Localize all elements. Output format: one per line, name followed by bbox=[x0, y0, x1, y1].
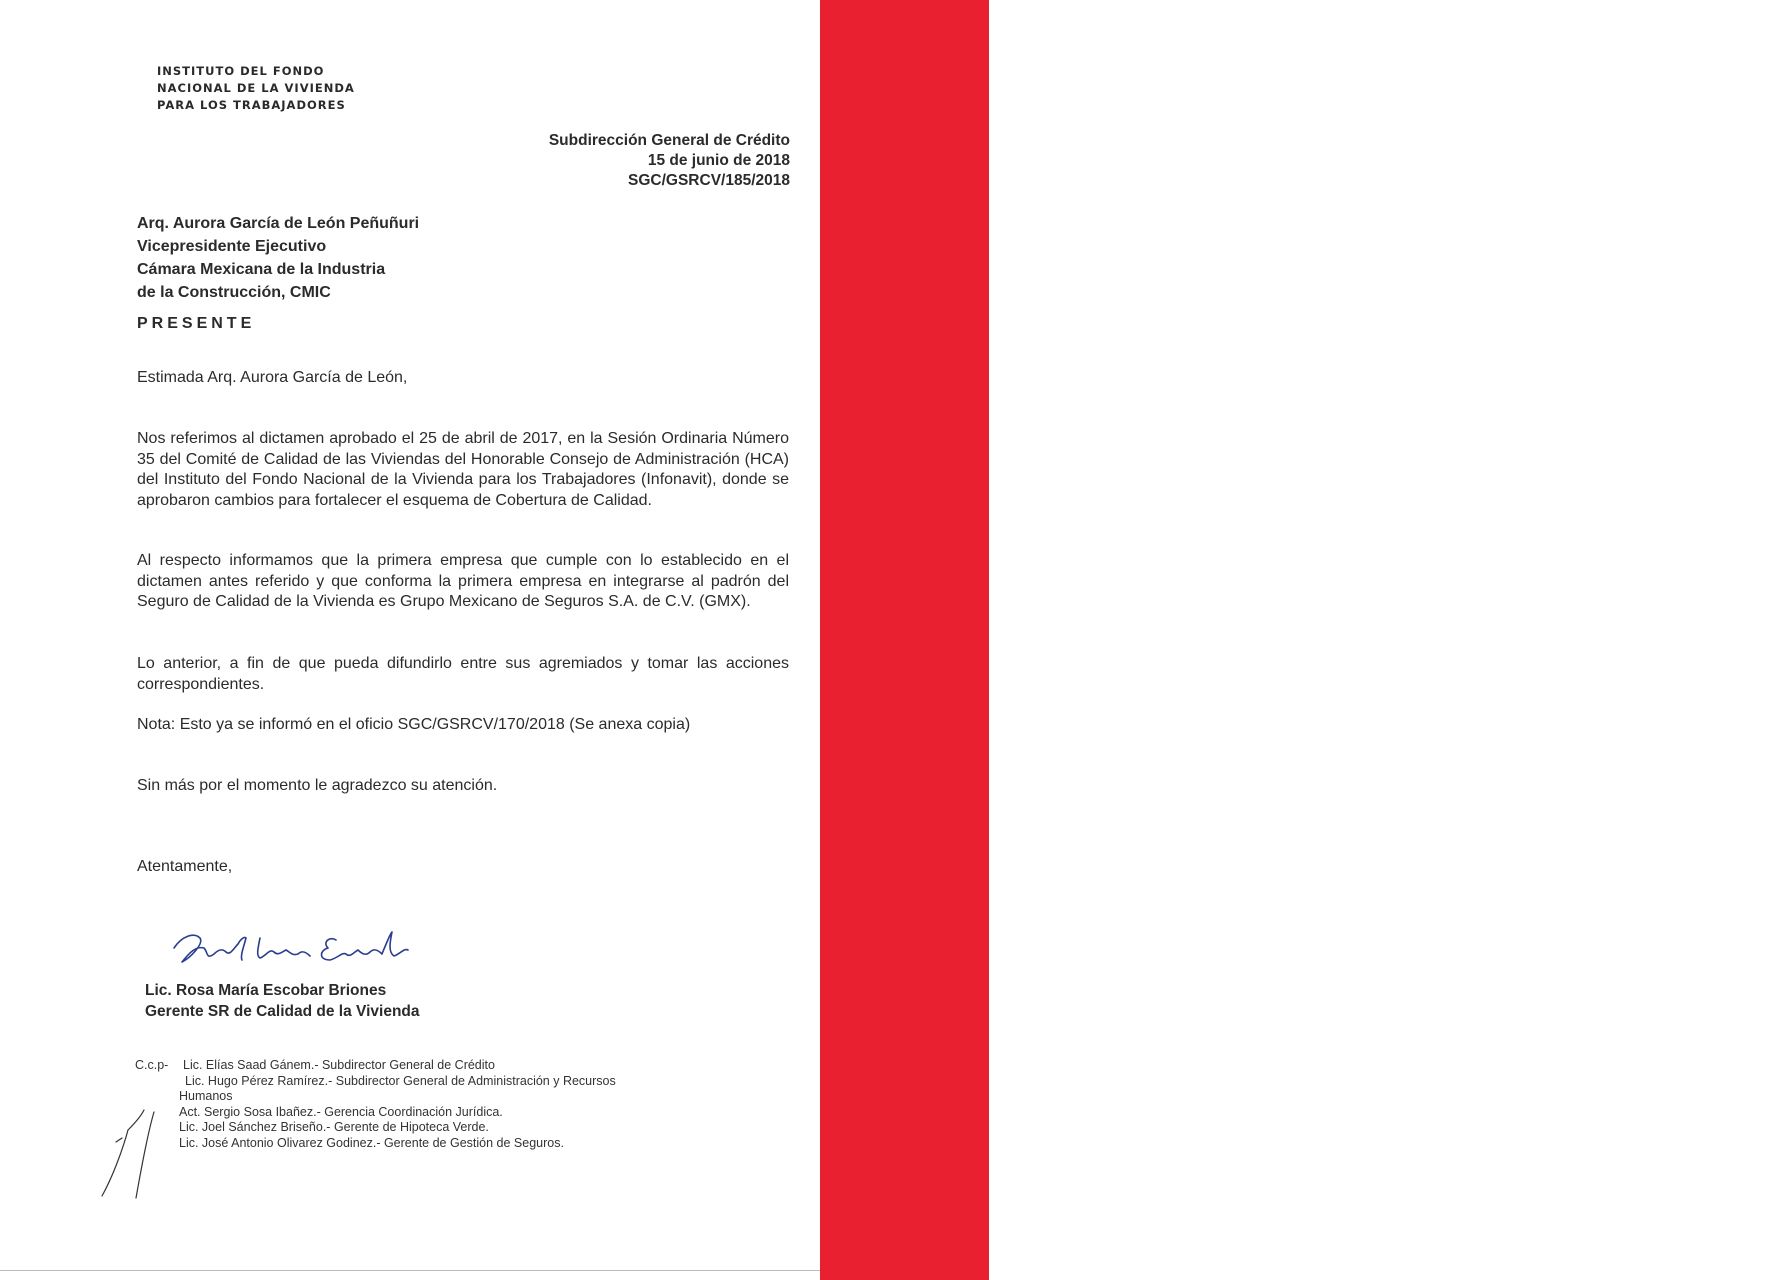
ccp-entry: Lic. Joel Sánchez Briseño.- Gerente de Hipoteca Verde. bbox=[179, 1120, 489, 1134]
reference-number: SGC/GSRCV/185/2018 bbox=[628, 172, 790, 189]
institute-line: PARA LOS TRABAJADORES bbox=[157, 98, 346, 112]
signer-title: Gerente SR de Calidad de la Vivienda bbox=[145, 1003, 420, 1020]
recipient-block bbox=[137, 212, 419, 304]
ccp-entry: Humanos bbox=[179, 1089, 233, 1103]
signer-name: Lic. Rosa María Escobar Briones bbox=[145, 982, 387, 999]
closing-salutation: Atentamente, bbox=[137, 858, 233, 875]
logo-text: INFONAVIT bbox=[1679, 128, 1757, 142]
letter-header bbox=[549, 131, 790, 191]
recipient-name: Arq. Aurora García de León Peñuñuri bbox=[137, 215, 420, 232]
handwritten-signature bbox=[160, 918, 460, 978]
letter-date: 15 de junio de 2018 bbox=[647, 152, 790, 169]
presente-heading: PRESENTE bbox=[137, 315, 256, 332]
ccp-label: C.c.p- bbox=[135, 1058, 169, 1072]
institute-line: INSTITUTO DEL FONDO bbox=[157, 64, 325, 78]
note-paragraph: Nota: Esto ya se informó en el oficio SGC/GSRCV/170/2018 (Se anexa copia) bbox=[137, 716, 691, 733]
ccp-entry: Lic. Elías Saad Gánem.- Subdirector General de Crédito bbox=[183, 1058, 495, 1072]
body-paragraph: Nos referimos al dictamen aprobado el 25 de abril de 2017, en la Sesión Ordinaria Número 35 del Comité de Calidad de las Viviendas del Honorable Consejo de Administración (HCA) del Instituto del Fondo Nacional de la Vivienda para los Trabajadores (Infonavit), donde se aprobaron cambios para fortalecer el esquema de Cobertura de Calidad. bbox=[137, 430, 789, 509]
closing-paragraph: Sin más por el momento le agradezco su atención. bbox=[137, 777, 498, 794]
recipient-title: Vicepresidente Ejecutivo bbox=[137, 238, 327, 255]
recipient-org: Cámara Mexicana de la Industria bbox=[137, 261, 386, 278]
carbon-copy-list bbox=[135, 1058, 616, 1151]
ccp-entry: Act. Sergio Sosa Ibañez.- Gerencia Coordinación Jurídica. bbox=[179, 1104, 503, 1119]
institute-line: NACIONAL DE LA VIVIENDA bbox=[157, 81, 355, 95]
body-paragraph: Lo anterior, a fin de que pueda difundirlo entre sus agremiados y tomar las acciones correspondientes. bbox=[137, 655, 789, 693]
ccp-entry: Lic. Hugo Pérez Ramírez.- Subdirector General de Administración y Recursos bbox=[185, 1073, 616, 1088]
signer-block bbox=[145, 980, 420, 1022]
brand-band bbox=[820, 0, 1757, 1280]
infonavit-logo bbox=[1668, 68, 1768, 142]
handwritten-initials bbox=[98, 1108, 158, 1203]
greeting: Estimada Arq. Aurora García de León, bbox=[137, 369, 408, 386]
institute-name bbox=[157, 63, 355, 114]
houses-logo-icon bbox=[1668, 68, 1768, 126]
ccp-entry: Lic. José Antonio Olivarez Godinez.- Gerente de Gestión de Seguros. bbox=[179, 1135, 564, 1150]
recipient-org: de la Construcción, CMIC bbox=[137, 284, 331, 301]
body-paragraph: Al respecto informamos que la primera empresa que cumple con lo establecido en el dictamen antes referido y que conforma la primera empresa en integrarse al padrón del Seguro de Calidad de la Vivienda es Grupo Mexicano de Seguros S.A. de C.V. (GMX). bbox=[137, 552, 789, 610]
department: Subdirección General de Crédito bbox=[548, 132, 790, 149]
page-edge bbox=[0, 1270, 820, 1271]
